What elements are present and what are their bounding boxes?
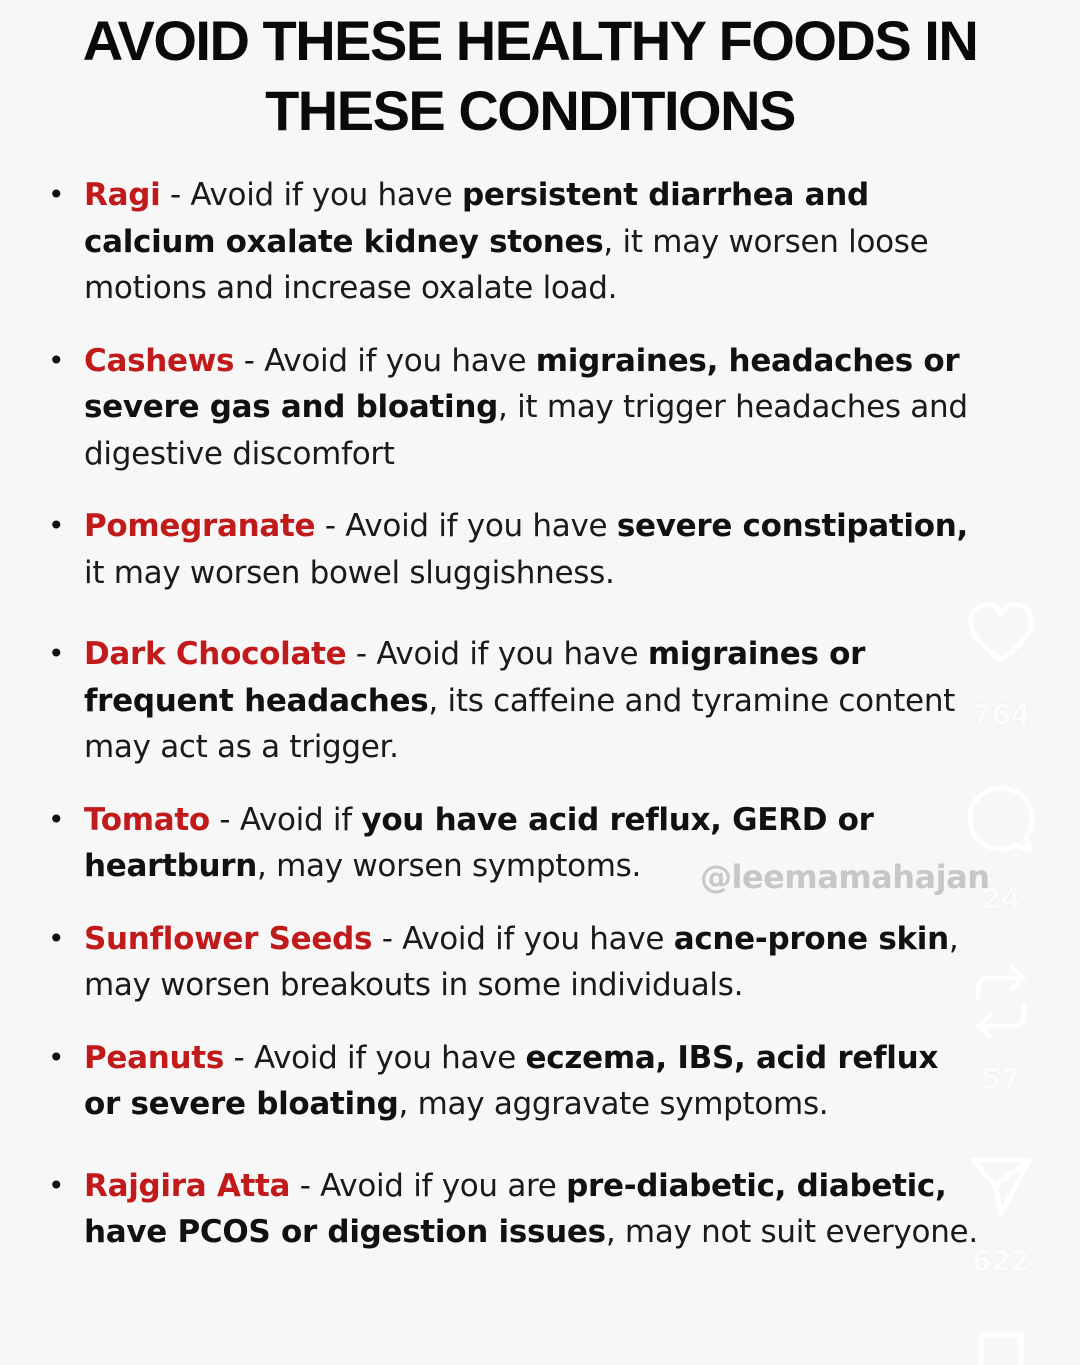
heart-icon: [965, 600, 1037, 666]
title-line-2: THESE CONDITIONS: [265, 79, 795, 142]
item-text: - Avoid if: [209, 801, 362, 838]
food-name: Cashews: [84, 342, 235, 379]
condition-text: severe constipation,: [616, 508, 968, 544]
bullet: •: [48, 509, 65, 542]
food-list: [48, 172, 978, 1278]
food-name: Dark Chocolate: [84, 636, 347, 672]
condition-text: persistent diarrhea and calcium oxalate kidney stones: [84, 177, 869, 260]
item-text: - Avoid if you have: [234, 342, 536, 379]
condition-text: migraines or frequent headaches: [84, 636, 866, 719]
comment-count: 24: [981, 882, 1021, 915]
bullet: •: [48, 343, 65, 377]
food-name: Ragi: [84, 177, 161, 213]
save-icon: [970, 1330, 1032, 1365]
condition-text: migraines, headaches or severe gas and bloating: [84, 342, 960, 425]
condition-text: you have acid reflux, GERD or heartburn: [84, 801, 874, 884]
share-icon: [967, 1152, 1035, 1220]
bullet: •: [48, 637, 65, 670]
item-text: - Avoid if you have: [315, 508, 617, 544]
item-text: , it may worsen loose motions and increase oxalate load.: [84, 223, 929, 306]
item-text: , it may trigger headaches and digestive discomfort: [84, 389, 968, 472]
food-name: Tomato: [84, 801, 210, 838]
item-text: , may not suit everyone.: [605, 1214, 978, 1250]
bullet: •: [48, 921, 65, 955]
watermark-handle: @leemamahajan: [700, 858, 990, 896]
bullet: •: [48, 1040, 65, 1074]
repost-count: 57: [981, 1062, 1021, 1095]
item-text: , its caffeine and tyramine content may act as a trigger.: [84, 682, 956, 765]
share-button[interactable]: [960, 1152, 1042, 1220]
list-item: [48, 631, 978, 771]
item-text: - Avoid if you have: [346, 636, 648, 672]
list-item: [48, 1035, 978, 1128]
list-item: [48, 916, 978, 1009]
condition-text: eczema, IBS, acid reflux or severe bloating: [84, 1039, 939, 1122]
condition-text: pre-diabetic, diabetic, have PCOS or digestion issues: [84, 1167, 947, 1250]
bullet: •: [48, 802, 65, 836]
share-count: 622: [971, 1244, 1031, 1277]
food-name: Sunflower Seeds: [84, 920, 373, 957]
item-text: - Avoid if you have: [223, 1039, 526, 1076]
item-text: - Avoid if you are: [290, 1167, 567, 1204]
list-item: [48, 1163, 978, 1256]
food-name: Rajgira Atta: [84, 1167, 291, 1204]
item-text: - Avoid if you have: [372, 920, 674, 957]
food-name: Pomegranate: [84, 508, 316, 544]
title-line-1: AVOID THESE HEALTHY FOODS IN: [82, 9, 978, 72]
bullet: •: [48, 1168, 65, 1202]
comment-icon: [964, 782, 1038, 856]
save-button[interactable]: [960, 1330, 1042, 1365]
list-item: [48, 503, 978, 596]
item-text: , may worsen breakouts in some individuals.: [84, 920, 959, 1003]
item-text: , may aggravate symptoms.: [398, 1086, 829, 1122]
item-text: - Avoid if you have: [160, 177, 462, 213]
repost-icon: [968, 962, 1034, 1042]
item-text: , may worsen symptoms.: [257, 848, 642, 884]
like-button[interactable]: [960, 600, 1042, 666]
comment-button[interactable]: [960, 782, 1042, 856]
item-text: it may worsen bowel sluggishness.: [84, 554, 615, 591]
like-count: 764: [971, 698, 1031, 731]
list-item: [48, 338, 978, 478]
repost-button[interactable]: [960, 962, 1042, 1042]
bullet: •: [48, 178, 65, 211]
page-title: [0, 6, 1060, 146]
list-item: [48, 172, 978, 312]
food-name: Peanuts: [84, 1039, 224, 1076]
condition-text: acne-prone skin: [673, 920, 949, 957]
